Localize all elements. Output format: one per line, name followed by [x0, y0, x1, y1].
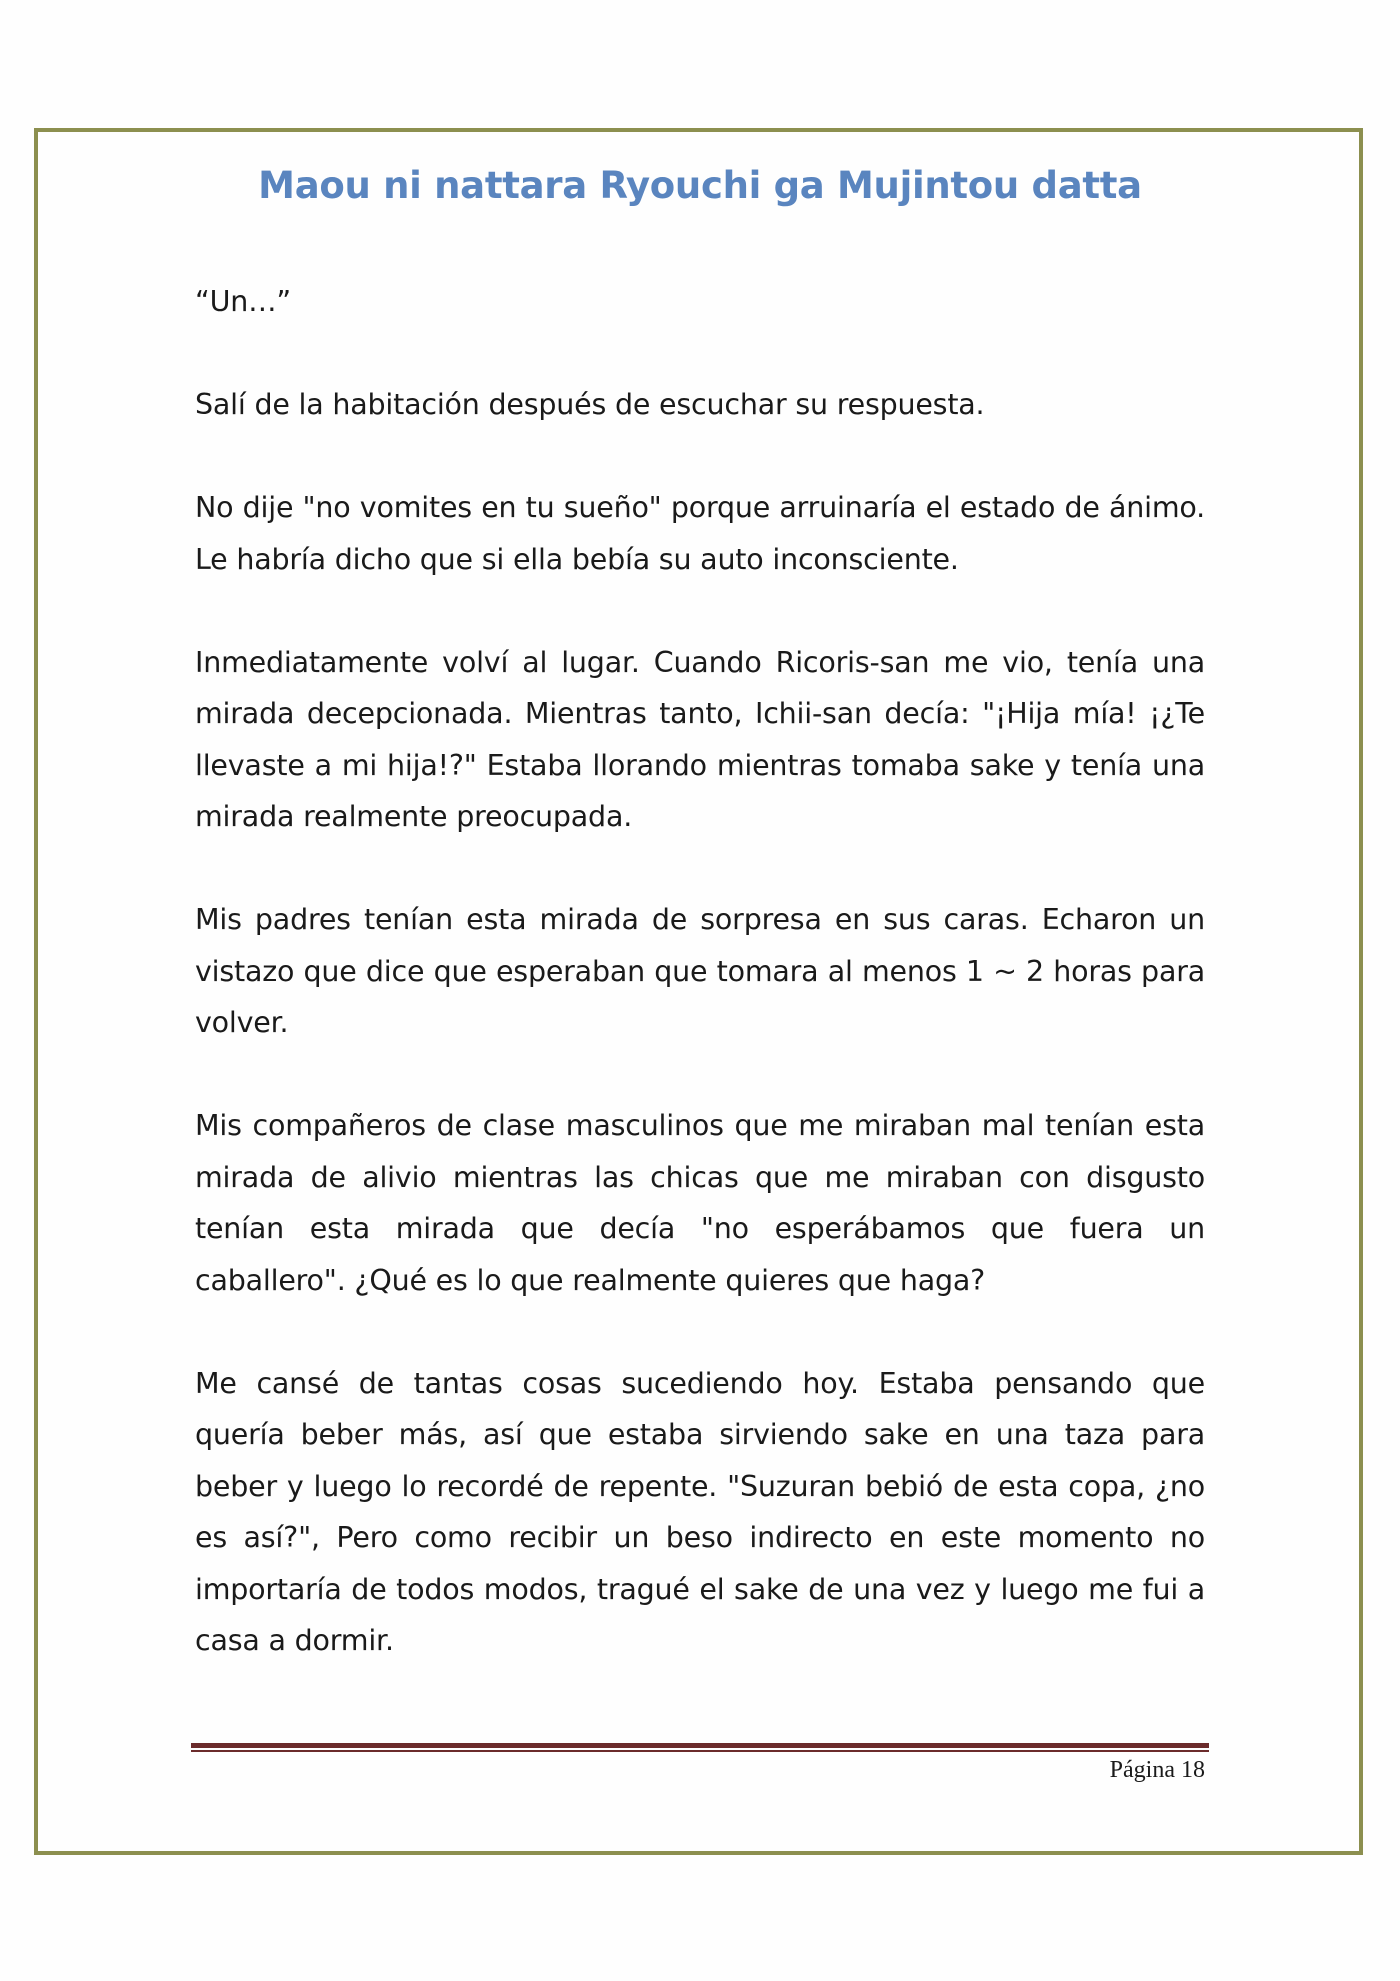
paragraph: Salí de la habitación después de escuchar su respuesta. — [195, 388, 985, 421]
document-title: Maou ni nattara Ryouchi ga Mujintou datta — [258, 164, 1142, 207]
paragraph: Me cansé de tantas cosas sucediendo hoy. Estaba pensando que quería beber más, así que estaba sirviendo sake en una taza para beber y luego lo recordé de repente. "Suzuran bebió de esta copa, ¿no es así?", Pero como recibir un beso indirecto en este momento no importaría de todos modos, tragué el sake de una vez y luego me fui a casa a dormir. — [195, 1366, 1205, 1657]
paragraph: No dije "no vomites en tu sueño" porque arruinaría el estado de ánimo. Le habría dicho que si ella bebía su auto inconsciente. — [195, 491, 1205, 576]
footer-rule — [191, 1743, 1209, 1753]
paragraph: Inmediatamente volví al lugar. Cuando Ricoris-san me vio, tenía una mirada decepcionada. Mientras tanto, Ichii-san decía: "¡Hija mía! ¡¿Te llevaste a mi hija!?" Estaba llorando mientras tomaba sake y tenía una mirada realmente preocupada. — [195, 645, 1205, 833]
paragraph: Mis padres tenían esta mirada de sorpresa en sus caras. Echaron un vistazo que dice que esperaban que tomara al menos 1 ~ 2 horas para volver. — [195, 903, 1205, 1039]
document-body — [195, 276, 1205, 1718]
page-number: Página 18 — [1109, 1757, 1205, 1783]
paragraph: Mis compañeros de clase masculinos que me miraban mal tenían esta mirada de alivio mientras las chicas que me miraban con disgusto tenían esta mirada que decía "no esperábamos que fuera un caballero". ¿Qué es lo que realmente quieres que haga? — [195, 1109, 1205, 1297]
footer-rule-thin — [191, 1750, 1209, 1752]
footer-rule-thick — [191, 1743, 1209, 1748]
paragraph: “Un…” — [195, 285, 291, 318]
